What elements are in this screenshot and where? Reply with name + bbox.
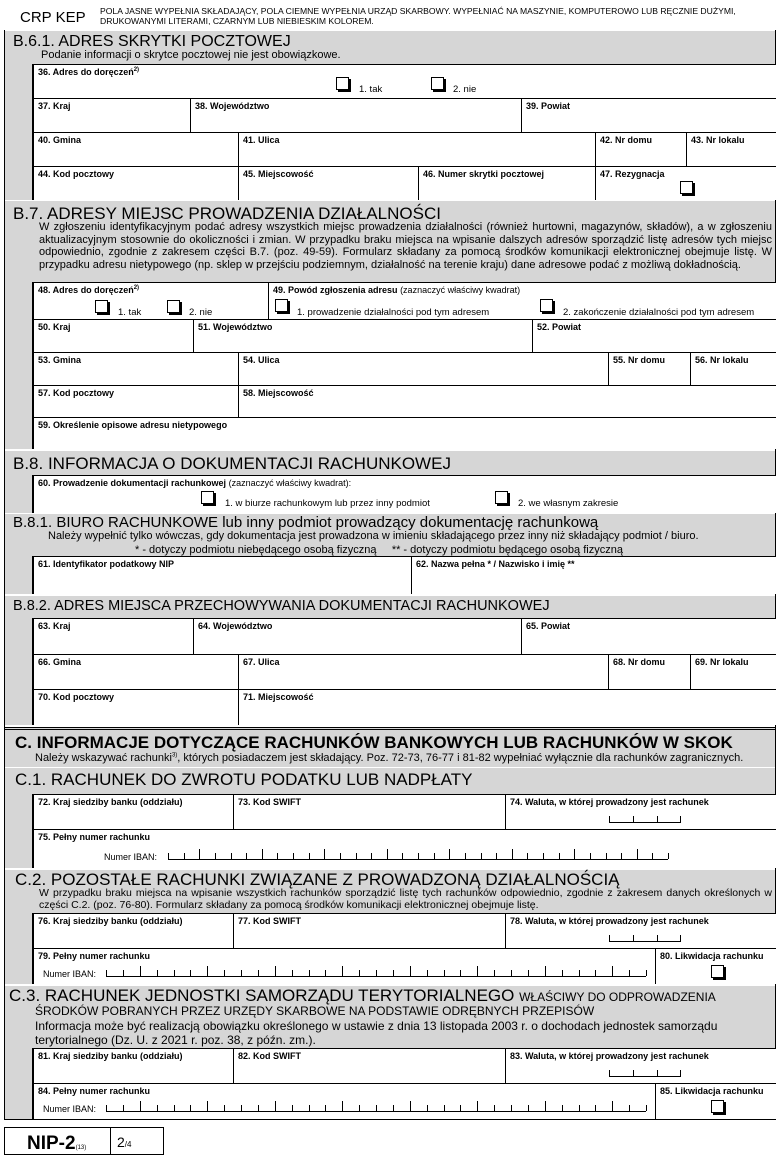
field-65[interactable] xyxy=(521,618,776,654)
section-c3 xyxy=(5,986,775,1119)
iban-tick xyxy=(612,1101,613,1111)
field-59[interactable] xyxy=(33,417,776,449)
iban-tick xyxy=(559,853,560,859)
checkbox-48-no[interactable] xyxy=(167,300,180,313)
field-44-label: 44. Kod pocztowy xyxy=(38,169,115,179)
iban-tick xyxy=(562,970,563,976)
iban-tick xyxy=(494,970,495,976)
field-80[interactable] xyxy=(655,948,776,984)
iban-tick xyxy=(359,1105,360,1111)
iban-tick xyxy=(309,1105,310,1111)
field-61[interactable] xyxy=(33,556,411,594)
iban-tick xyxy=(376,1105,377,1111)
iban-tick xyxy=(402,853,403,859)
field-76-label: 76. Kraj siedziby banku (oddziału) xyxy=(38,916,183,926)
currency-boxes xyxy=(609,815,681,823)
field-52[interactable] xyxy=(532,319,776,352)
iban-tick xyxy=(275,1101,276,1111)
iban-tick xyxy=(418,853,419,859)
iban-tick xyxy=(460,1105,461,1111)
iban-tick xyxy=(477,966,478,976)
field-70[interactable] xyxy=(33,689,238,725)
iban-tick xyxy=(528,1105,529,1111)
iban-tick xyxy=(652,853,653,859)
iban-tick xyxy=(496,853,497,859)
iban-tick xyxy=(231,853,232,859)
currency-boxes xyxy=(609,1069,681,1077)
iban-tick xyxy=(207,1101,208,1111)
iban-tick xyxy=(376,970,377,976)
iban-tick xyxy=(527,853,528,859)
checkbox-49-opt2[interactable] xyxy=(540,299,553,312)
field-38-label: 38. Województwo xyxy=(195,101,270,111)
field-48-label: 48. Adres do doręczeń xyxy=(38,285,134,295)
b82-fields xyxy=(32,618,775,725)
section-c3-note: Informacja może być realizacją obowiązku określonego w ustawie z dnia 13 listopada 2003 r. o dochodach jednostek samorządu terytorialnego (Dz. U. z 2021 r. poz. 38, z późn. zm.). xyxy=(35,1019,718,1047)
field-64-label: 64. Województwo xyxy=(198,621,273,631)
field-39[interactable] xyxy=(521,98,776,132)
field-60-label: 60. Prowadzenie dokumentacji rachunkowej xyxy=(38,478,227,488)
field-54[interactable] xyxy=(238,352,608,385)
section-c-note xyxy=(35,752,743,764)
iban-input[interactable] xyxy=(168,852,668,860)
iban-tick xyxy=(157,1105,158,1111)
iban-tick xyxy=(371,853,372,859)
iban-tick xyxy=(324,849,325,859)
iban-tick xyxy=(275,966,276,976)
iban-tick xyxy=(340,853,341,859)
field-84[interactable] xyxy=(33,1083,655,1119)
checkbox-36-no[interactable] xyxy=(431,77,444,90)
checkbox-85[interactable] xyxy=(711,1100,724,1113)
iban-tick xyxy=(224,970,225,976)
field-77[interactable] xyxy=(233,913,505,948)
section-c-note-a: Należy wskazywać rachunki xyxy=(35,752,172,764)
iban-tick xyxy=(241,1105,242,1111)
field-49-hint: (zaznaczyć właściwy kwadrat) xyxy=(400,285,521,295)
field-66[interactable] xyxy=(33,654,238,689)
iban-label: Numer IBAN: xyxy=(43,969,97,979)
iban-tick xyxy=(356,853,357,859)
option-label: 1. tak xyxy=(359,84,383,95)
section-b8-title: B.8. INFORMACJA O DOKUMENTACJI RACHUNKOWEJ xyxy=(13,454,451,473)
iban-tick xyxy=(277,853,278,859)
iban-tick xyxy=(444,970,445,976)
form-header xyxy=(4,0,776,30)
option-label: 1. w biurze rachunkowym lub przez inny podmiot xyxy=(225,498,430,509)
iban-tick xyxy=(241,970,242,976)
field-52-label: 52. Powiat xyxy=(537,322,582,332)
form-id xyxy=(5,1128,111,1154)
field-60[interactable] xyxy=(33,475,776,513)
field-53-label: 53. Gmina xyxy=(38,355,82,365)
field-54-label: 54. Ulica xyxy=(243,355,280,365)
page-current: 2 xyxy=(117,1134,125,1150)
iban-tick xyxy=(309,970,310,976)
section-b61-note: Podanie informacji o skrytce pocztowej nie jest obowiązkowe. xyxy=(41,49,341,61)
field-63-label: 63. Kraj xyxy=(38,621,71,631)
section-b8 xyxy=(5,451,775,513)
field-49-label: 49. Powód zgłoszenia adresu xyxy=(273,285,398,295)
field-50[interactable] xyxy=(33,319,193,352)
field-79[interactable] xyxy=(33,948,655,984)
iban-tick xyxy=(465,853,466,859)
field-38[interactable] xyxy=(190,98,521,132)
field-51[interactable] xyxy=(193,319,532,352)
field-81-label: 81. Kraj siedziby banku (oddziału) xyxy=(38,1051,183,1061)
b81-fields xyxy=(32,556,775,594)
field-53[interactable] xyxy=(33,352,238,385)
form-name: NIP-2 xyxy=(27,1133,76,1154)
section-b81 xyxy=(5,514,775,594)
section-c2-note: W przypadku braku miejsca na wpisanie wszystkich rachunków sporządzić listę tych rachunków odpowiednio, zgodnie z zakresem danych określonych w części C.2. (poz. 76-80). Formularz składany za pomocą środków komunikacji elektronicznej obejmuje listę. xyxy=(39,887,772,911)
field-36[interactable] xyxy=(33,64,776,98)
iban-tick xyxy=(190,1105,191,1111)
option-label: 1. tak xyxy=(118,307,142,318)
section-b81-title: B.8.1. BIURO RACHUNKOWE lub inny podmiot prowadzący dokumentację rachunkową xyxy=(13,514,599,531)
iban-tick xyxy=(427,970,428,976)
iban-tick xyxy=(646,970,647,976)
iban-label: Numer IBAN: xyxy=(43,1104,97,1114)
iban-tick xyxy=(574,849,575,859)
section-c-title: C. INFORMACJE DOTYCZĄCE RACHUNKÓW BANKOWYCH LUB RACHUNKÓW W SKOK xyxy=(15,733,733,752)
c2-fields xyxy=(32,913,775,984)
section-c1 xyxy=(5,768,775,868)
option-label: 2. nie xyxy=(453,84,477,95)
checkbox-60-office[interactable] xyxy=(201,491,214,504)
iban-tick xyxy=(342,966,343,976)
iban-tick xyxy=(190,970,191,976)
b61-fields xyxy=(32,64,775,200)
field-55-label: 55. Nr domu xyxy=(613,355,666,365)
field-75[interactable] xyxy=(33,829,776,868)
field-71[interactable] xyxy=(238,689,776,725)
footnote-ref: 3) xyxy=(171,752,178,759)
field-65-label: 65. Powiat xyxy=(526,621,571,631)
field-57[interactable] xyxy=(33,385,238,417)
field-45[interactable] xyxy=(238,166,418,200)
field-50-label: 50. Kraj xyxy=(38,322,71,332)
field-79-label: 79. Pełny numer rachunku xyxy=(38,951,151,961)
field-42[interactable] xyxy=(595,132,686,166)
iban-tick xyxy=(140,1101,141,1111)
iban-tick xyxy=(199,849,200,859)
section-b82 xyxy=(5,596,775,725)
field-67[interactable] xyxy=(238,654,608,689)
field-78[interactable] xyxy=(505,913,776,948)
iban-tick xyxy=(449,849,450,859)
iban-tick xyxy=(646,1105,647,1111)
field-43-label: 43. Nr lokalu xyxy=(691,135,745,145)
iban-tick xyxy=(410,1101,411,1111)
iban-tick xyxy=(512,849,513,859)
iban-tick xyxy=(562,1105,563,1111)
iban-tick xyxy=(612,966,613,976)
crp-kep-label: CRP KEP xyxy=(20,9,86,26)
checkbox-60-self[interactable] xyxy=(495,491,508,504)
field-41[interactable] xyxy=(238,132,595,166)
iban-tick xyxy=(434,853,435,859)
iban-tick xyxy=(545,966,546,976)
field-76[interactable] xyxy=(33,913,233,948)
iban-tick xyxy=(460,970,461,976)
checkbox-80[interactable] xyxy=(711,965,724,978)
iban-tick xyxy=(207,966,208,976)
iban-tick xyxy=(123,970,124,976)
field-72[interactable] xyxy=(33,794,233,829)
section-c3-title-main: C.3. RACHUNEK JEDNOSTKI SAMORZĄDU TERYTORIALNEGO xyxy=(9,986,515,1005)
iban-tick xyxy=(140,966,141,976)
field-48[interactable] xyxy=(33,282,268,319)
section-b82-title: B.8.2. ADRES MIEJSCA PRZECHOWYWANIA DOKUMENTACJI RACHUNKOWEJ xyxy=(13,598,550,614)
field-41-label: 41. Ulica xyxy=(243,135,280,145)
iban-input[interactable] xyxy=(106,969,646,977)
section-b7 xyxy=(5,201,775,449)
field-40[interactable] xyxy=(33,132,238,166)
iban-tick xyxy=(342,1101,343,1111)
field-68[interactable] xyxy=(608,654,690,689)
iban-tick xyxy=(174,970,175,976)
option-label: 2. zakończenie działalności pod tym adresem xyxy=(563,307,755,318)
field-36-label: 36. Adres do doręczeń xyxy=(38,67,134,77)
iban-tick xyxy=(590,853,591,859)
iban-tick xyxy=(481,853,482,859)
field-83-label: 83. Waluta, w której prowadzony jest rachunek xyxy=(510,1051,709,1061)
field-64[interactable] xyxy=(193,618,521,654)
field-66-label: 66. Gmina xyxy=(38,657,82,667)
section-b81-note: Należy wypełnić tylko wówczas, gdy dokumentacja jest prowadzona w imieniu składającego przez inny niż składający podmiot / biuro. xyxy=(48,530,699,542)
field-37-label: 37. Kraj xyxy=(38,101,71,111)
checkbox-47[interactable] xyxy=(680,181,693,194)
field-72-label: 72. Kraj siedziby banku (oddziału) xyxy=(38,797,183,807)
b8-fields xyxy=(32,475,775,513)
option-label: 2. nie xyxy=(189,307,213,318)
iban-tick xyxy=(292,970,293,976)
iban-tick xyxy=(292,1105,293,1111)
b7-fields xyxy=(32,282,775,449)
field-83[interactable] xyxy=(505,1048,776,1083)
currency-boxes xyxy=(609,934,681,942)
field-55[interactable] xyxy=(608,352,690,385)
field-46[interactable] xyxy=(418,166,595,200)
form-footer xyxy=(4,1127,164,1155)
section-b7-title: B.7. ADRESY MIEJSC PROWADZENIA DZIAŁALNOŚCI xyxy=(13,204,441,223)
field-51-label: 51. Województwo xyxy=(198,322,273,332)
section-b7-note: W zgłoszeniu identyfikacyjnym podać adresy wszystkich miejsc prowadzenia działalności (również hurtowni, magazynów, składów), a w zgłoszeniu aktualizacyjnym stosownie do okoliczności i zmian. W przypadku braku miejsca na wpisanie dalszych adresów sporządzić listę adresów tych miejsc odpowiednio, zgodnie z zakresem części B.7. (poz. 49-59). Formularz składany za pomocą środków komunikacji elektronicznej obejmuje listę. W przypadku adresu nietypowego (np. sklep w przejściu podziemnym, działalność na terenie kraju) dane adresowe podać z możliwą dokładnością. xyxy=(39,221,772,271)
iban-tick xyxy=(511,1105,512,1111)
iban-tick xyxy=(393,970,394,976)
field-82-label: 82. Kod SWIFT xyxy=(238,1051,301,1061)
iban-tick xyxy=(595,1105,596,1111)
field-78-label: 78. Waluta, w której prowadzony jest rachunek xyxy=(510,916,709,926)
section-c2-title: C.2. POZOSTAŁE RACHUNKI ZWIĄZANE Z PROWADZONĄ DZIAŁALNOŚCIĄ xyxy=(15,870,620,889)
field-70-label: 70. Kod pocztowy xyxy=(38,692,115,702)
iban-tick xyxy=(325,970,326,976)
option-label: 2. we własnym zakresie xyxy=(518,498,619,509)
iban-tick xyxy=(387,849,388,859)
form-version: (13) xyxy=(75,1145,87,1151)
iban-tick xyxy=(606,853,607,859)
iban-tick xyxy=(543,853,544,859)
field-47-label: 47. Rezygnacja xyxy=(600,169,665,179)
option-label: 1. prowadzenie działalności pod tym adresem xyxy=(297,307,490,318)
field-49[interactable] xyxy=(268,282,776,319)
iban-tick xyxy=(258,1105,259,1111)
iban-tick xyxy=(258,970,259,976)
iban-tick xyxy=(427,1105,428,1111)
field-40-label: 40. Gmina xyxy=(38,135,82,145)
iban-tick xyxy=(224,1105,225,1111)
section-c1-title: C.1. RACHUNEK DO ZWROTU PODATKU LUB NADPŁATY xyxy=(15,770,473,789)
header-instructions: POLA JASNE WYPEŁNIA SKŁADAJĄCY, POLA CIEMNE WYPEŁNIA URZĄD SKARBOWY. WYPEŁNIAĆ NA MASZYNIE, KOMPUTEROWO LUB RĘCZNIE DUŻYMI, DRUKOWANYMI LITERAMI, CZARNYM LUB NIEBIESKIM KOLOREM. xyxy=(100,6,736,26)
field-46-label: 46. Numer skrytki pocztowej xyxy=(423,169,545,179)
checkbox-48-yes[interactable] xyxy=(95,300,108,313)
field-67-label: 67. Ulica xyxy=(243,657,280,667)
checkbox-36-yes[interactable] xyxy=(336,77,349,90)
iban-tick xyxy=(309,853,310,859)
field-85[interactable] xyxy=(655,1083,776,1119)
c3-fields xyxy=(32,1048,775,1119)
iban-tick xyxy=(494,1105,495,1111)
page-number xyxy=(111,1128,131,1154)
field-73[interactable] xyxy=(233,794,505,829)
section-c-note-b: , których posiadaczem jest składający. Poz. 72-73, 76-77 i 81-82 wypełniać wyłącznie dla rachunków zagranicznych. xyxy=(177,752,744,764)
field-63[interactable] xyxy=(33,618,193,654)
field-77-label: 77. Kod SWIFT xyxy=(238,916,301,926)
iban-tick xyxy=(106,1105,107,1111)
field-37[interactable] xyxy=(33,98,190,132)
section-c3-title-small: WŁAŚCIWY DO ODPROWADZENIA xyxy=(519,990,716,1004)
iban-tick xyxy=(215,853,216,859)
field-60-hint: (zaznaczyć właściwy kwadrat): xyxy=(228,478,352,488)
iban-tick xyxy=(444,1105,445,1111)
field-71-label: 71. Miejscowość xyxy=(243,692,314,702)
section-c3-title2: ŚRODKÓW POBRANYCH PRZEZ URZĘDY SKARBOWE NA PODSTAWIE ODRĘBNYCH PRZEPISÓW xyxy=(35,1004,595,1018)
field-82[interactable] xyxy=(233,1048,505,1083)
section-b61-title: B.6.1. ADRES SKRYTKI POCZTOWEJ xyxy=(13,33,291,50)
field-44[interactable] xyxy=(33,166,238,200)
field-59-label: 59. Określenie opisowe adresu nietypowego xyxy=(38,420,228,430)
field-57-label: 57. Kod pocztowy xyxy=(38,388,115,398)
field-80-label: 80. Likwidacja rachunku xyxy=(660,951,764,961)
iban-tick xyxy=(595,970,596,976)
section-c3-title xyxy=(9,986,716,1006)
iban-tick xyxy=(629,970,630,976)
iban-tick xyxy=(629,1105,630,1111)
checkbox-49-opt1[interactable] xyxy=(275,299,288,312)
iban-label: Numer IBAN: xyxy=(104,852,158,862)
field-58-label: 58. Miejscowość xyxy=(243,388,314,398)
iban-tick xyxy=(174,1105,175,1111)
field-85-label: 85. Likwidacja rachunku xyxy=(660,1086,764,1096)
field-75-label: 75. Pełny numer rachunku xyxy=(38,832,151,842)
iban-tick xyxy=(511,970,512,976)
iban-tick xyxy=(123,1105,124,1111)
page-total: /4 xyxy=(124,1140,132,1149)
c1-fields xyxy=(32,794,775,868)
section-b61 xyxy=(5,31,775,200)
iban-tick xyxy=(668,853,669,859)
iban-tick xyxy=(579,970,580,976)
iban-tick xyxy=(477,1101,478,1111)
section-c2 xyxy=(5,870,775,984)
section-b81-legend: * - dotyczy podmiotu niebędącego osobą fizyczną ** - dotyczy podmiotu będącego osobą fizyczną xyxy=(135,544,623,556)
iban-tick xyxy=(359,970,360,976)
iban-tick xyxy=(168,853,169,859)
field-43[interactable] xyxy=(686,132,776,166)
field-62-label: 62. Nazwa pełna * / Nazwisko i imię ** xyxy=(416,559,575,569)
field-84-label: 84. Pełny numer rachunku xyxy=(38,1086,151,1096)
field-56[interactable] xyxy=(690,352,776,385)
iban-tick xyxy=(106,970,107,976)
field-69[interactable] xyxy=(690,654,776,689)
field-62[interactable] xyxy=(411,556,776,594)
field-69-label: 69. Nr lokalu xyxy=(695,657,749,667)
field-45-label: 45. Miejscowość xyxy=(243,169,314,179)
field-42-label: 42. Nr domu xyxy=(600,135,653,145)
iban-tick xyxy=(293,853,294,859)
iban-tick xyxy=(246,853,247,859)
field-74[interactable] xyxy=(505,794,776,829)
iban-tick xyxy=(184,853,185,859)
footnote-ref: 2) xyxy=(133,285,140,291)
iban-tick xyxy=(579,1105,580,1111)
iban-tick xyxy=(621,853,622,859)
iban-tick xyxy=(262,849,263,859)
iban-input[interactable] xyxy=(106,1104,646,1112)
field-56-label: 56. Nr lokalu xyxy=(695,355,749,365)
iban-tick xyxy=(545,1101,546,1111)
iban-tick xyxy=(393,1105,394,1111)
footnote-ref: 2) xyxy=(133,67,140,73)
field-39-label: 39. Powiat xyxy=(526,101,571,111)
field-81[interactable] xyxy=(33,1048,233,1083)
iban-tick xyxy=(325,1105,326,1111)
iban-tick xyxy=(528,970,529,976)
field-68-label: 68. Nr domu xyxy=(613,657,666,667)
field-58[interactable] xyxy=(238,385,776,417)
field-47[interactable] xyxy=(595,166,776,200)
field-74-label: 74. Waluta, w której prowadzony jest rachunek xyxy=(510,797,709,807)
section-c xyxy=(5,727,775,767)
iban-tick xyxy=(637,849,638,859)
field-73-label: 73. Kod SWIFT xyxy=(238,797,301,807)
field-61-label: 61. Identyfikator podatkowy NIP xyxy=(38,559,175,569)
iban-tick xyxy=(410,966,411,976)
iban-tick xyxy=(157,970,158,976)
